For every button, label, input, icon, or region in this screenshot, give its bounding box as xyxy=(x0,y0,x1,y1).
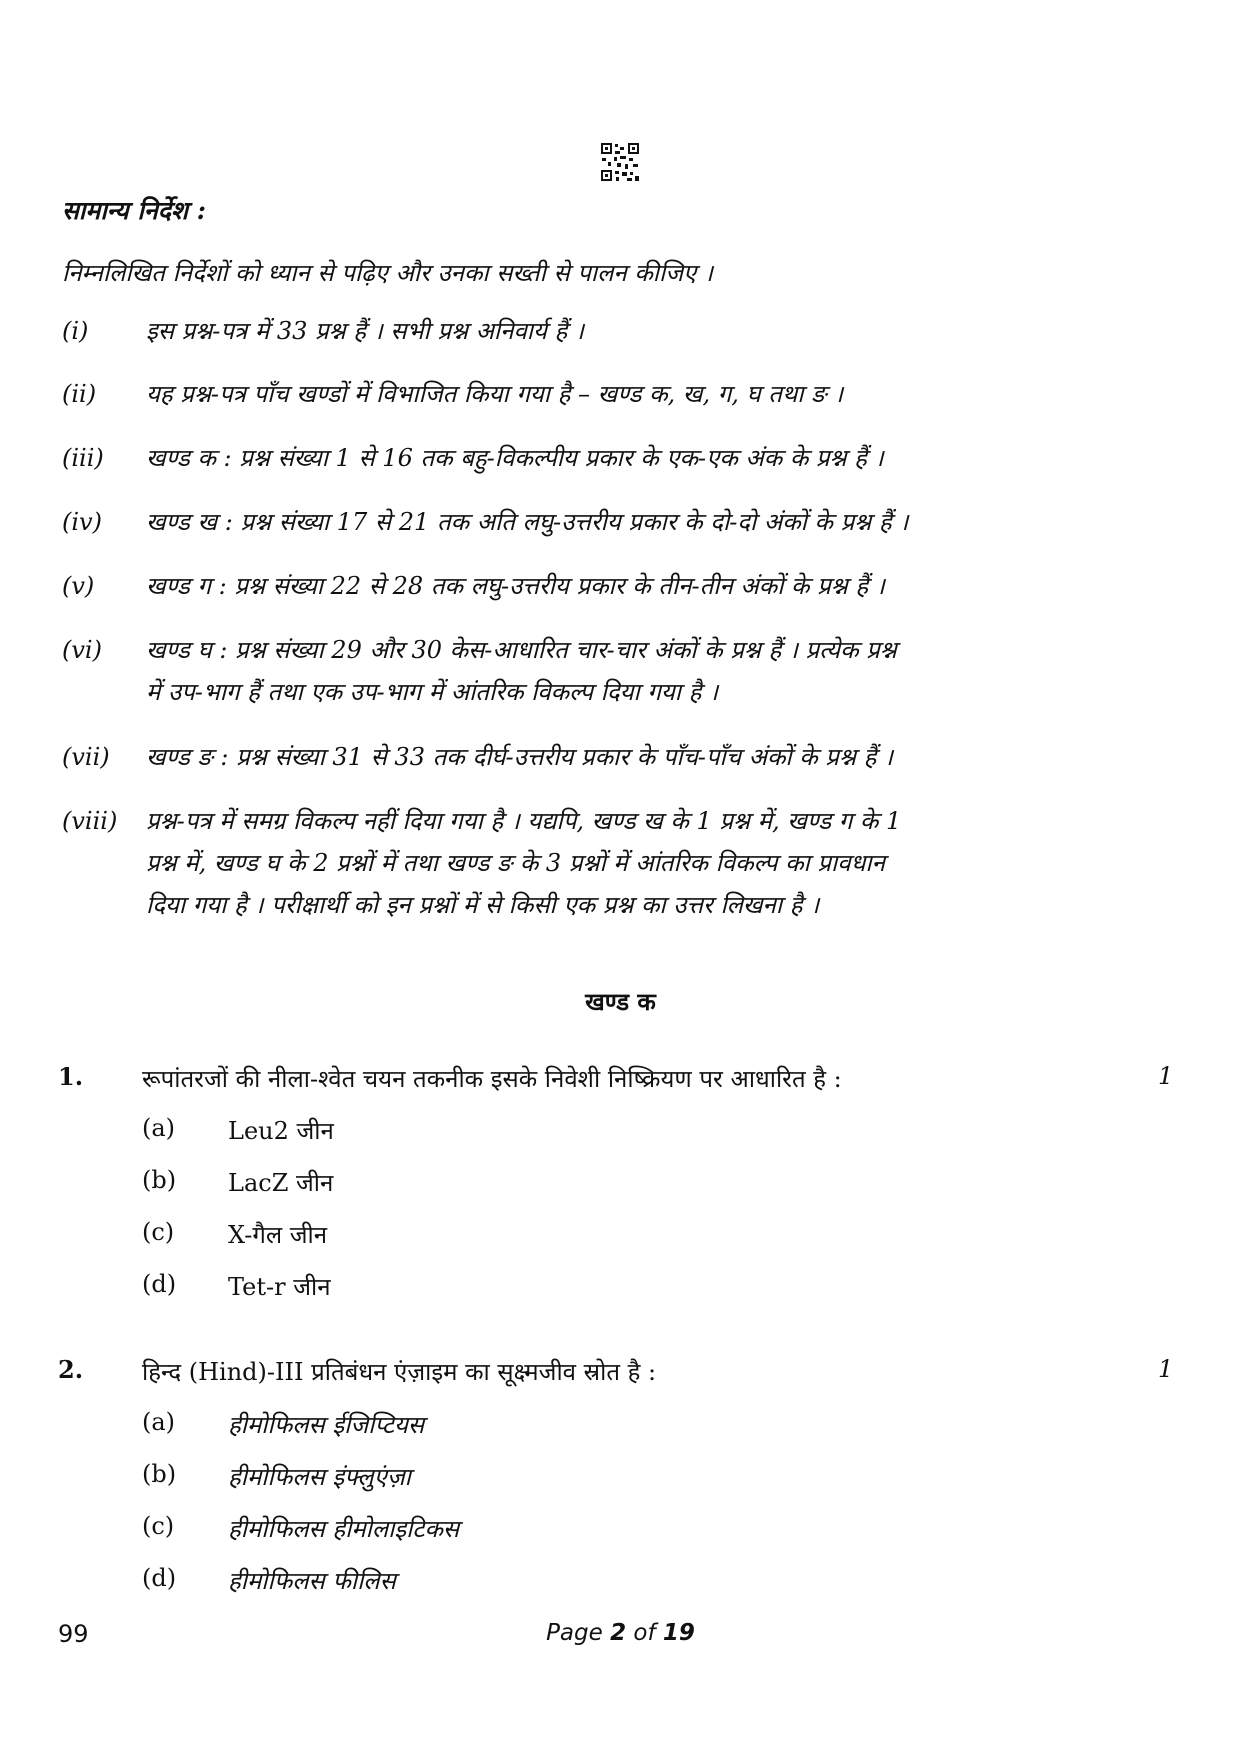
question-number: 2. xyxy=(58,1355,84,1384)
option-text: हीमोफिलस इंफ्लुएंज़ा xyxy=(228,1463,411,1491)
question-marks: 1 xyxy=(1158,1355,1174,1383)
option-label: (a) xyxy=(142,1114,176,1142)
instruction-number: (vi) xyxy=(62,636,102,664)
instruction-number: (v) xyxy=(62,572,95,600)
question-text: रूपांतरजों की नीला-श्वेत चयन तकनीक इसके निवेशी निष्क्रियण पर आधारित है : xyxy=(142,1065,842,1093)
instruction-text: खण्ड ग : प्रश्न संख्या 22 से 28 तक लघु-उत्तरीय प्रकार के तीन-तीन अंकों के प्रश्न हैं । xyxy=(146,572,885,600)
instruction-text: प्रश्न-पत्र में समग्र विकल्प नहीं दिया गया है । यद्यपि, खण्ड ख के 1 प्रश्न में, खण्ड ग के 1 xyxy=(146,807,902,835)
page-of: of xyxy=(633,1620,656,1646)
question-marks: 1 xyxy=(1158,1062,1174,1090)
instruction-text: इस प्रश्न-पत्र में 33 प्रश्न हैं । सभी प्रश्न अनिवार्य हैं । xyxy=(146,317,585,345)
instruction-number: (iii) xyxy=(62,444,104,472)
section-title: खण्ड क xyxy=(585,987,656,1016)
option-label: (c) xyxy=(142,1512,175,1540)
instruction-text: यह प्रश्न-पत्र पाँच खण्डों में विभाजित किया गया है – खण्ड क, ख, ग, घ तथा ङ । xyxy=(146,380,844,408)
page-prefix: Page xyxy=(546,1620,603,1646)
instruction-text: खण्ड ख : प्रश्न संख्या 17 से 21 तक अति लघु-उत्तरीय प्रकार के दो-दो अंकों के प्रश्न हैं । xyxy=(146,508,909,536)
option-text: हीमोफिलस हीमोलाइटिकस xyxy=(228,1515,460,1543)
option-label: (d) xyxy=(142,1564,177,1592)
option-text: Tet-r जीन xyxy=(228,1273,331,1301)
page-current: 2 xyxy=(610,1620,627,1646)
instruction-number: (i) xyxy=(62,317,89,345)
option-text: X-गैल जीन xyxy=(228,1221,328,1249)
instruction-text: में उप-भाग हैं तथा एक उप-भाग में आंतरिक विकल्प दिया गया है । xyxy=(146,678,719,706)
instruction-text: खण्ड क : प्रश्न संख्या 1 से 16 तक बहु-विकल्पीय प्रकार के एक-एक अंक के प्रश्न हैं । xyxy=(146,444,884,472)
option-text: हीमोफिलस ईजिप्टियस xyxy=(228,1411,425,1439)
instructions-heading: सामान्य निर्देश : xyxy=(62,196,206,225)
option-label: (b) xyxy=(142,1460,177,1488)
qr-code-image xyxy=(600,142,640,182)
instruction-text: प्रश्न में, खण्ड घ के 2 प्रश्नों में तथा खण्ड ङ के 3 प्रश्नों में आंतरिक विकल्प का प्रावधान xyxy=(146,849,885,877)
page-total: 19 xyxy=(662,1620,695,1646)
instruction-number: (viii) xyxy=(62,807,118,835)
question-number: 1. xyxy=(58,1062,84,1091)
instruction-text: खण्ड ङ : प्रश्न संख्या 31 से 33 तक दीर्घ-उत्तरीय प्रकार के पाँच-पाँच अंकों के प्रश्न हैं । xyxy=(146,743,894,771)
instruction-text: दिया गया है । परीक्षार्थी को इन प्रश्नों में से किसी एक प्रश्न का उत्तर लिखना है । xyxy=(146,891,820,919)
instruction-number: (vii) xyxy=(62,743,110,771)
option-text: LacZ जीन xyxy=(228,1169,334,1197)
option-label: (a) xyxy=(142,1408,176,1436)
option-text: हीमोफिलस फीलिस xyxy=(228,1567,396,1595)
question-text: हिन्द (Hind)-III प्रतिबंधन एंज़ाइम का सूक्ष्मजीव स्रोत है : xyxy=(142,1358,657,1386)
option-label: (c) xyxy=(142,1218,175,1246)
instruction-text: खण्ड घ : प्रश्न संख्या 29 और 30 केस-आधारित चार-चार अंकों के प्रश्न हैं । प्रत्येक प्रश्न xyxy=(146,636,897,664)
option-label: (b) xyxy=(142,1166,177,1194)
instructions-intro: निम्नलिखित निर्देशों को ध्यान से पढ़िए और उनका सख्ती से पालन कीजिए । xyxy=(62,259,714,287)
option-label: (d) xyxy=(142,1270,177,1298)
page-number xyxy=(0,1620,1241,1646)
instruction-number: (ii) xyxy=(62,380,97,408)
option-text: Leu2 जीन xyxy=(228,1117,334,1145)
instruction-number: (iv) xyxy=(62,508,102,536)
paper-code: 99 xyxy=(58,1620,89,1648)
